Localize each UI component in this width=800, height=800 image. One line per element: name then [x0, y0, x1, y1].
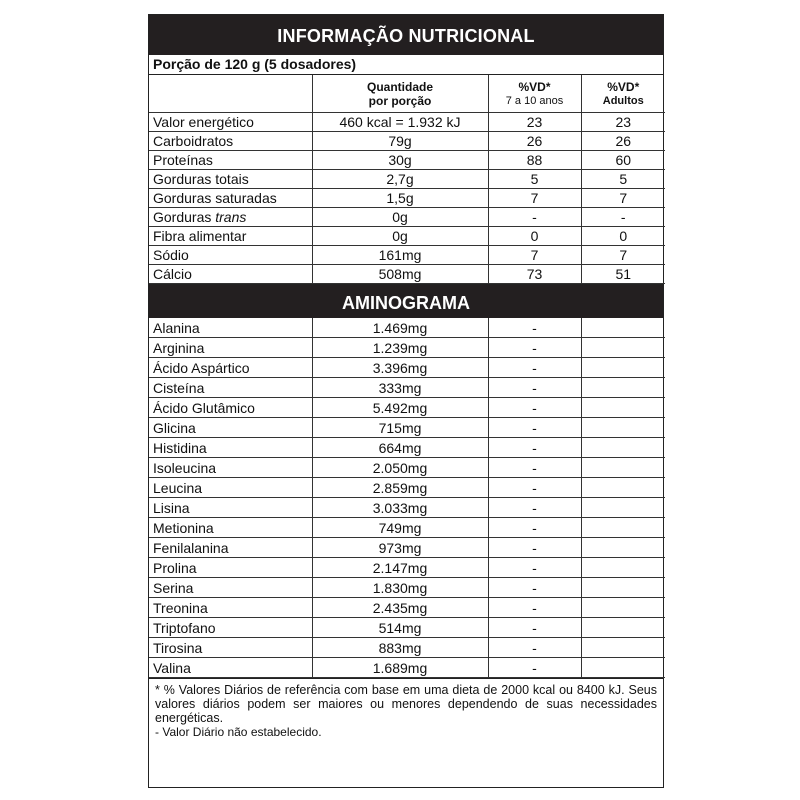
amino-vd-text: - [532, 639, 537, 656]
nutrient-vd-kids [488, 227, 581, 246]
nutrient-vd-adults [581, 113, 665, 132]
amino-quantity [312, 558, 488, 578]
nutrient-quantity [312, 151, 488, 170]
nutrient-vd-kids [488, 189, 581, 208]
nutrient-vd-kids [488, 170, 581, 189]
nutrient-quantity-text: 0g [392, 209, 408, 225]
nutrient-quantity-text: 79g [388, 133, 412, 149]
header-vd-adults [581, 75, 665, 113]
amino-name [149, 618, 312, 638]
amino-empty [581, 418, 665, 438]
amino-vd-text: - [532, 519, 537, 536]
amino-quantity-text: 2.435mg [372, 599, 428, 616]
amino-quantity-text: 333mg [378, 379, 422, 396]
amino-quantity [312, 418, 488, 438]
aminogram-title: AMINOGRAMA [149, 284, 663, 318]
footnote [149, 678, 663, 739]
amino-vd [488, 618, 581, 638]
amino-row [149, 518, 665, 538]
amino-vd [488, 398, 581, 418]
amino-vd [488, 638, 581, 658]
nutrient-vd-kids-text: 88 [526, 152, 543, 168]
amino-name [149, 498, 312, 518]
nutrient-name [149, 246, 312, 265]
amino-vd-text: - [532, 439, 537, 456]
amino-quantity [312, 538, 488, 558]
amino-row [149, 578, 665, 598]
nutrient-row [149, 170, 665, 189]
amino-name-text: Triptofano [153, 619, 216, 636]
amino-empty [581, 658, 665, 678]
nutrient-name-text: Gorduras totais [153, 171, 249, 187]
amino-quantity [312, 498, 488, 518]
amino-vd-text: - [532, 619, 537, 636]
aminogram-table [149, 318, 665, 678]
amino-name-text: Metionina [153, 519, 214, 536]
nutrient-row [149, 265, 665, 284]
nutrient-vd-adults [581, 132, 665, 151]
header-vd-kids [488, 75, 581, 113]
amino-vd [488, 558, 581, 578]
amino-row [149, 318, 665, 338]
nutrient-name [149, 151, 312, 170]
nutrient-vd-adults-text: 0 [619, 228, 628, 244]
amino-vd [488, 518, 581, 538]
amino-name-text: Histidina [153, 439, 207, 456]
nutrient-name-text: Valor energético [153, 114, 254, 130]
nutrient-name-text: Fibra alimentar [153, 228, 247, 244]
nutrient-vd-kids-text: 0 [530, 228, 539, 244]
nutrient-quantity [312, 132, 488, 151]
amino-quantity-text: 715mg [378, 419, 422, 436]
nutrient-name-text: Gorduras saturadas [153, 190, 277, 206]
nutrient-quantity [312, 227, 488, 246]
amino-name-text: Glicina [153, 419, 196, 436]
amino-quantity [312, 518, 488, 538]
amino-vd-text: - [532, 459, 537, 476]
footnote-reference: * % Valores Diários de referência com base em uma dieta de 2000 kcal ou 8400 kJ. Seus valores diários podem ser maiores ou menores dependendo de suas necessidades energéticas. [155, 683, 657, 725]
nutrient-quantity [312, 208, 488, 227]
amino-row [149, 458, 665, 478]
amino-empty [581, 498, 665, 518]
nutrient-vd-kids [488, 246, 581, 265]
nutrient-row [149, 246, 665, 265]
nutrient-quantity-text: 30g [388, 152, 412, 168]
amino-quantity-text: 2.050mg [372, 459, 428, 476]
amino-empty [581, 598, 665, 618]
nutrient-vd-kids [488, 151, 581, 170]
amino-name [149, 418, 312, 438]
amino-quantity-text: 3.396mg [372, 359, 428, 376]
nutrient-vd-kids [488, 265, 581, 284]
amino-vd [488, 338, 581, 358]
amino-name-text: Alanina [153, 319, 200, 336]
amino-row [149, 338, 665, 358]
amino-name-text: Valina [153, 659, 191, 676]
amino-empty [581, 338, 665, 358]
amino-name [149, 398, 312, 418]
nutrient-vd-adults [581, 265, 665, 284]
amino-quantity-text: 1.689mg [372, 659, 428, 676]
nutrient-vd-kids-text: 23 [526, 114, 543, 130]
amino-quantity-text: 883mg [378, 639, 422, 656]
nutrient-vd-adults [581, 189, 665, 208]
amino-name [149, 338, 312, 358]
nutrient-quantity [312, 246, 488, 265]
amino-row [149, 618, 665, 638]
amino-name-text: Treonina [153, 599, 208, 616]
nutrient-quantity [312, 170, 488, 189]
amino-empty [581, 398, 665, 418]
nutrient-name-text: Gorduras [153, 209, 216, 225]
amino-vd-text: - [532, 659, 537, 676]
amino-name-text: Arginina [153, 339, 205, 356]
amino-vd [488, 598, 581, 618]
nutrient-name [149, 208, 312, 227]
header-vd-adults-line2: Adultos [602, 94, 644, 107]
amino-row [149, 478, 665, 498]
amino-name [149, 518, 312, 538]
amino-quantity-text: 664mg [378, 439, 422, 456]
nutrition-header-row [149, 75, 665, 113]
nutrient-vd-adults-text: 7 [619, 247, 628, 263]
amino-quantity-text: 2.859mg [372, 479, 428, 496]
amino-empty [581, 518, 665, 538]
nutrient-quantity [312, 265, 488, 284]
amino-row [149, 378, 665, 398]
amino-vd-text: - [532, 399, 537, 416]
nutrient-vd-adults-text: 60 [615, 152, 632, 168]
amino-empty [581, 438, 665, 458]
nutrient-row [149, 208, 665, 227]
amino-vd-text: - [532, 359, 537, 376]
amino-empty [581, 318, 665, 338]
nutrient-name-text: Sódio [153, 247, 189, 263]
amino-name [149, 578, 312, 598]
amino-quantity [312, 318, 488, 338]
amino-empty [581, 478, 665, 498]
amino-empty [581, 458, 665, 478]
amino-quantity-text: 749mg [378, 519, 422, 536]
amino-row [149, 418, 665, 438]
amino-vd-text: - [532, 499, 537, 516]
amino-name-text: Ácido Aspártico [153, 359, 250, 376]
amino-quantity-text: 5.492mg [372, 399, 428, 416]
nutrient-row [149, 227, 665, 246]
nutrient-row [149, 189, 665, 208]
amino-quantity-text: 2.147mg [372, 559, 428, 576]
amino-vd-text: - [532, 339, 537, 356]
amino-vd-text: - [532, 319, 537, 336]
amino-name-text: Ácido Glutâmico [153, 399, 255, 416]
amino-quantity [312, 658, 488, 678]
nutrient-name [149, 113, 312, 132]
amino-quantity [312, 398, 488, 418]
amino-name-text: Tirosina [153, 639, 203, 656]
footnote-not-established: - Valor Diário não estabelecido. [155, 725, 322, 739]
amino-vd [488, 478, 581, 498]
nutrient-vd-adults-text: 51 [615, 266, 632, 282]
header-vd-kids-line2: 7 a 10 anos [505, 94, 564, 107]
nutrient-vd-adults [581, 151, 665, 170]
amino-name-text: Serina [153, 579, 194, 596]
amino-vd [488, 418, 581, 438]
nutrient-vd-kids-text: 7 [530, 190, 539, 206]
amino-empty [581, 358, 665, 378]
amino-name [149, 458, 312, 478]
amino-quantity [312, 478, 488, 498]
nutrient-vd-kids-text: 5 [530, 171, 539, 187]
amino-name [149, 318, 312, 338]
header-vd-adults-line1: %VD* [607, 79, 640, 94]
amino-row [149, 538, 665, 558]
amino-vd-text: - [532, 559, 537, 576]
nutrient-vd-adults-text: 5 [619, 171, 628, 187]
amino-row [149, 598, 665, 618]
amino-row [149, 498, 665, 518]
nutrient-quantity [312, 113, 488, 132]
nutrient-row [149, 132, 665, 151]
amino-quantity [312, 598, 488, 618]
amino-name-text: Prolina [153, 559, 197, 576]
amino-name [149, 378, 312, 398]
header-quantity-line2: por porção [368, 93, 432, 108]
nutrient-quantity-text: 1,5g [386, 190, 414, 206]
amino-vd-text: - [532, 379, 537, 396]
nutrient-row [149, 151, 665, 170]
amino-quantity [312, 438, 488, 458]
nutrient-quantity-text: 508mg [378, 266, 422, 282]
amino-row [149, 638, 665, 658]
amino-quantity-text: 3.033mg [372, 499, 428, 516]
amino-name [149, 438, 312, 458]
amino-name-text: Isoleucina [153, 459, 217, 476]
nutrient-name-italic: trans [215, 209, 247, 225]
nutrient-vd-kids-text: - [532, 209, 537, 225]
amino-name [149, 658, 312, 678]
nutrient-vd-kids [488, 208, 581, 227]
nutrient-name [149, 265, 312, 284]
nutrient-vd-kids-text: 7 [530, 247, 539, 263]
amino-vd [488, 378, 581, 398]
amino-name-text: Leucina [153, 479, 203, 496]
amino-name-text: Cisteína [153, 379, 205, 396]
header-empty-cell [149, 75, 312, 113]
amino-name [149, 638, 312, 658]
amino-empty [581, 378, 665, 398]
amino-row [149, 398, 665, 418]
nutrient-name [149, 189, 312, 208]
amino-quantity-text: 1.239mg [372, 339, 428, 356]
nutrient-quantity-text: 161mg [378, 247, 422, 263]
nutrient-quantity-text: 460 kcal = 1.932 kJ [339, 114, 461, 130]
nutrition-label [148, 14, 664, 788]
amino-name [149, 598, 312, 618]
amino-vd-text: - [532, 579, 537, 596]
nutrient-vd-kids-text: 26 [526, 133, 543, 149]
nutrient-vd-adults-text: 7 [619, 190, 628, 206]
nutrient-vd-adults-text: 26 [615, 133, 632, 149]
amino-row [149, 658, 665, 678]
nutrient-quantity-text: 2,7g [386, 171, 414, 187]
amino-quantity [312, 638, 488, 658]
amino-vd [488, 458, 581, 478]
nutrient-vd-adults-text: 23 [615, 114, 632, 130]
nutrient-vd-adults [581, 246, 665, 265]
amino-empty [581, 578, 665, 598]
amino-row [149, 438, 665, 458]
amino-empty [581, 558, 665, 578]
amino-name-text: Lisina [153, 499, 190, 516]
amino-vd [488, 438, 581, 458]
nutrient-vd-kids [488, 113, 581, 132]
amino-quantity-text: 514mg [378, 619, 422, 636]
amino-vd [488, 538, 581, 558]
label-title: INFORMAÇÃO NUTRICIONAL [149, 15, 663, 55]
nutrient-vd-adults [581, 227, 665, 246]
amino-vd-text: - [532, 479, 537, 496]
nutrition-table [149, 75, 665, 284]
portion-size: Porção de 120 g (5 dosadores) [149, 55, 663, 75]
amino-name [149, 538, 312, 558]
nutrient-name-text: Carboidratos [153, 133, 234, 149]
amino-quantity [312, 358, 488, 378]
amino-quantity-text: 973mg [378, 539, 422, 556]
amino-vd-text: - [532, 419, 537, 436]
amino-quantity [312, 458, 488, 478]
amino-vd-text: - [532, 599, 537, 616]
amino-vd [488, 318, 581, 338]
amino-quantity [312, 578, 488, 598]
nutrient-vd-adults [581, 170, 665, 189]
amino-empty [581, 638, 665, 658]
amino-name [149, 558, 312, 578]
nutrient-vd-adults [581, 208, 665, 227]
header-vd-kids-line1: %VD* [518, 79, 551, 94]
nutrient-name-text: Proteínas [153, 152, 213, 168]
nutrient-name [149, 227, 312, 246]
amino-empty [581, 618, 665, 638]
amino-quantity [312, 338, 488, 358]
amino-vd [488, 498, 581, 518]
amino-name [149, 478, 312, 498]
nutrient-quantity [312, 189, 488, 208]
amino-empty [581, 538, 665, 558]
nutrient-quantity-text: 0g [392, 228, 408, 244]
nutrient-name [149, 132, 312, 151]
amino-quantity [312, 618, 488, 638]
nutrient-vd-kids-text: 73 [526, 266, 543, 282]
nutrient-name-text: Cálcio [153, 266, 192, 282]
nutrient-vd-kids [488, 132, 581, 151]
amino-quantity-text: 1.830mg [372, 579, 428, 596]
amino-row [149, 558, 665, 578]
amino-quantity-text: 1.469mg [372, 319, 428, 336]
header-quantity [312, 75, 488, 113]
nutrient-row [149, 113, 665, 132]
amino-vd-text: - [532, 539, 537, 556]
amino-vd [488, 658, 581, 678]
amino-row [149, 358, 665, 378]
nutrient-name [149, 170, 312, 189]
header-quantity-line1: Quantidade [366, 79, 433, 94]
amino-quantity [312, 378, 488, 398]
amino-vd [488, 578, 581, 598]
amino-name [149, 358, 312, 378]
nutrient-vd-adults-text: - [620, 209, 626, 225]
amino-name-text: Fenilalanina [153, 539, 229, 556]
amino-vd [488, 358, 581, 378]
